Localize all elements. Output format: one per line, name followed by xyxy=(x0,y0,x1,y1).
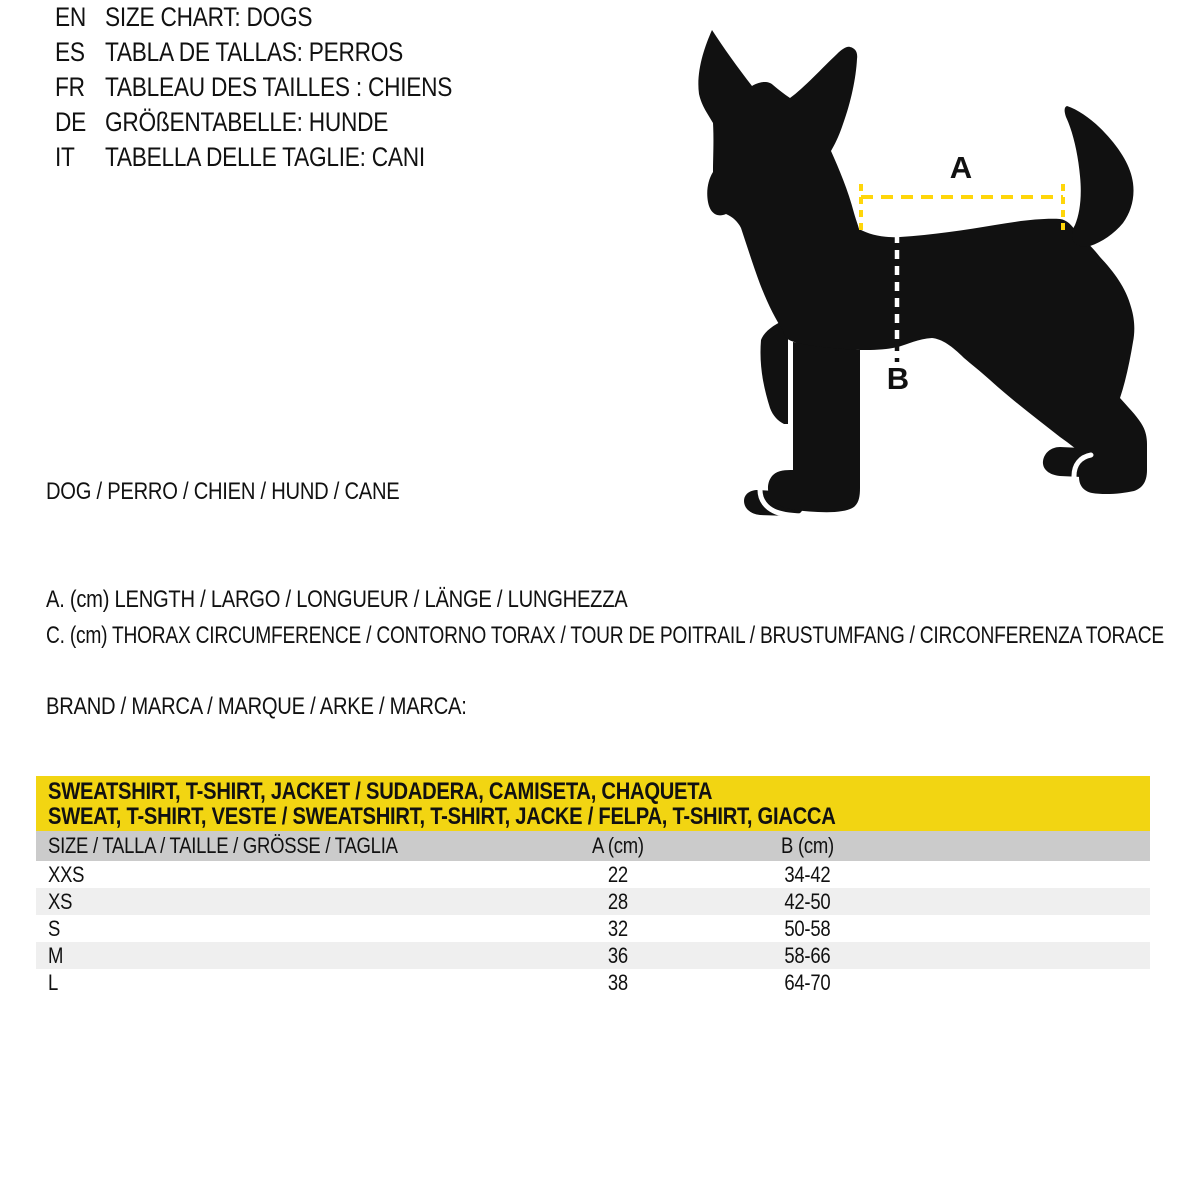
column-header-a: A (cm) xyxy=(592,833,644,858)
lang-code: ES xyxy=(55,37,85,67)
table-row xyxy=(36,942,1150,969)
banner-line-1-text: SWEATSHIRT, T-SHIRT, JACKET / SUDADERA, CAMISETA, CHAQUETA xyxy=(48,778,713,805)
garment-type-banner xyxy=(36,776,1150,831)
size-table xyxy=(36,776,1150,996)
measurement-note-a-text: A. (cm) LENGTH / LARGO / LONGUEUR / LÄNGE / LUNGHEZZA xyxy=(46,586,628,613)
lang-code: EN xyxy=(55,2,87,32)
cell-b: 50-58 xyxy=(783,916,831,941)
cell-size: XS xyxy=(48,889,73,914)
cell-size: L xyxy=(48,970,59,995)
measure-b-label: B xyxy=(886,361,910,396)
lang-row-de xyxy=(0,105,700,140)
lang-code: DE xyxy=(55,107,87,137)
measure-a-label: A xyxy=(949,150,973,185)
dog-far-front-leg xyxy=(760,320,788,424)
column-header-b: B (cm) xyxy=(780,833,834,858)
table-header-row xyxy=(36,831,1150,861)
cell-size: M xyxy=(48,943,64,968)
lang-row-it xyxy=(0,140,700,175)
dog-measurement-diagram xyxy=(680,20,1180,520)
cell-a: 32 xyxy=(607,916,629,941)
lang-row-fr xyxy=(0,70,700,105)
column-header-size: SIZE / TALLA / TAILLE / GRÖSSE / TAGLIA xyxy=(48,833,398,858)
animal-label-text: DOG / PERRO / CHIEN / HUND / CANE xyxy=(46,478,400,505)
lang-title: GRÖßENTABELLE: HUNDE xyxy=(105,107,389,137)
lang-title: TABLA DE TALLAS: PERROS xyxy=(105,37,403,67)
cell-b: 64-70 xyxy=(783,970,831,995)
banner-line-2 xyxy=(48,804,986,830)
lang-code: IT xyxy=(55,142,75,172)
animal-label xyxy=(46,478,467,506)
cell-b: 42-50 xyxy=(783,889,831,914)
cell-a: 22 xyxy=(607,862,629,887)
measurement-note-c-text: C. (cm) THORAX CIRCUMFERENCE / CONTORNO TORAX / TOUR DE POITRAIL / BRUSTUMFANG / CIRCONFERENZA TORACE xyxy=(46,622,1164,649)
table-row xyxy=(36,915,1150,942)
table-row xyxy=(36,888,1150,915)
lang-title: TABELLA DELLE TAGLIE: CANI xyxy=(105,142,425,172)
banner-line-2-text: SWEAT, T-SHIRT, VESTE / SWEATSHIRT, T-SHIRT, JACKE / FELPA, T-SHIRT, GIACCA xyxy=(48,803,836,830)
lang-title: SIZE CHART: DOGS xyxy=(105,2,313,32)
table-row xyxy=(36,861,1150,888)
cell-b: 58-66 xyxy=(783,943,831,968)
cell-a: 28 xyxy=(607,889,629,914)
banner-line-1 xyxy=(48,779,839,805)
table-row xyxy=(36,969,1150,996)
cell-a: 36 xyxy=(607,943,629,968)
dog-body xyxy=(698,30,1147,494)
cell-size: S xyxy=(48,916,61,941)
language-title-block xyxy=(0,0,700,175)
measurement-note-a xyxy=(46,586,738,614)
lang-row-es xyxy=(0,35,700,70)
measurement-note-c xyxy=(46,622,1200,650)
lang-title: TABLEAU DES TAILLES : CHIENS xyxy=(105,72,453,102)
cell-a: 38 xyxy=(607,970,629,995)
brand-label-text: BRAND / MARCA / MARQUE / ARKE / MARCA: xyxy=(46,693,467,720)
dog-tail xyxy=(1065,106,1134,247)
dog-silhouette-svg xyxy=(680,20,1180,520)
lang-row-en xyxy=(0,0,700,35)
brand-label xyxy=(46,693,547,721)
cell-b: 34-42 xyxy=(783,862,831,887)
lang-code: FR xyxy=(55,72,85,102)
cell-size: XXS xyxy=(48,862,85,887)
